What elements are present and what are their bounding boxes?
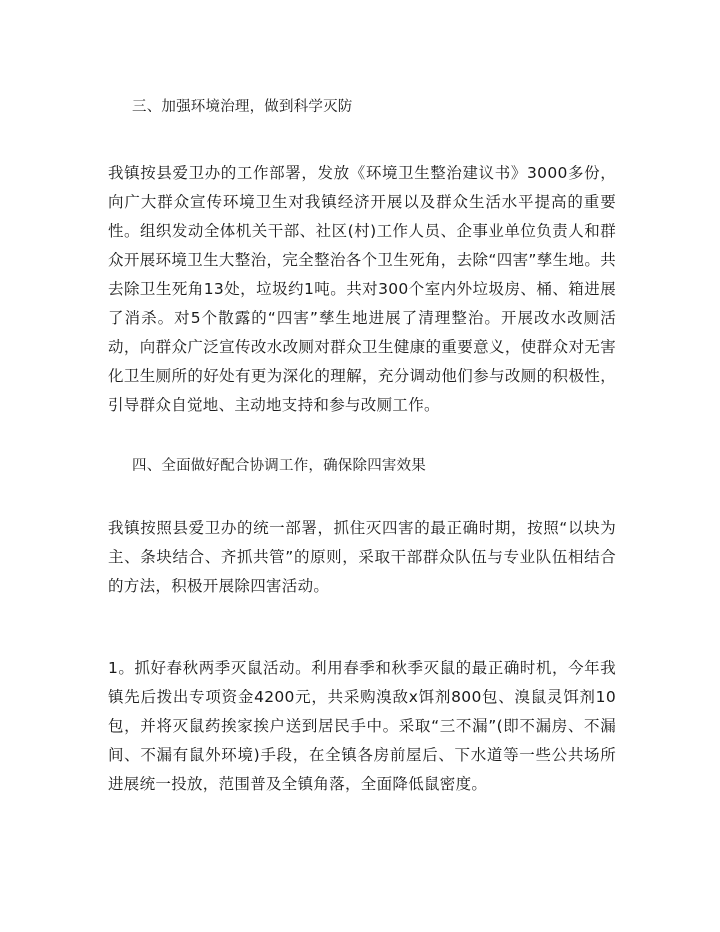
section-3-paragraph: 我镇按县爱卫办的工作部署，发放《环境卫生整治建议书》3000多份，向广大群众宣传环境卫生对我镇经济开展以及群众生活水平提高的重要性。组织发动全体机关干部、社区(村)工作人员、企事业单位负责人和群众开展环境卫生大整治，完全整治各个卫生死角，去除“四害”孳生地。共去除卫生死角13处，垃圾约1吨。共对300个室内外垃圾房、桶、箱进展了消杀。对5个散露的“四害”孳生地进展了清理整治。开展改水改厕活动，向群众广泛宣传改水改厕对群众卫生健康的重要意义，使群众对无害化卫生厕所的好处有更为深化的理解，充分调动他们参与改厕的积极性，引导群众自觉地、主动地支持和参与改厕工作。 bbox=[108, 164, 616, 414]
section-4-paragraph: 我镇按照县爱卫办的统一部署，抓住灭四害的最正确时期，按照“以块为主、条块结合、齐抓共管”的原则，采取干部群众队伍与专业队伍相结合的方法，积极开展除四害活动。 bbox=[108, 519, 616, 595]
section-4-heading: 四、全面做好配合协调工作，确保除四害效果 bbox=[132, 458, 426, 474]
section-3-heading: 三、加强环境治理，做到科学灭防 bbox=[132, 99, 353, 115]
item-1-paragraph: 1。抓好春秋两季灭鼠活动。利用春季和秋季灭鼠的最正确时机，今年我镇先后拨出专项资金4200元，共采购溴敌x饵剂800包、溴鼠灵饵剂10包，并将灭鼠药挨家挨户送到居民手中。采取“三不漏”(即不漏房、不漏间、不漏有鼠外环境)手段，在全镇各房前屋后、下水道等一些公共场所进展统一投放，范围普及全镇角落，全面降低鼠密度。 bbox=[108, 659, 616, 793]
